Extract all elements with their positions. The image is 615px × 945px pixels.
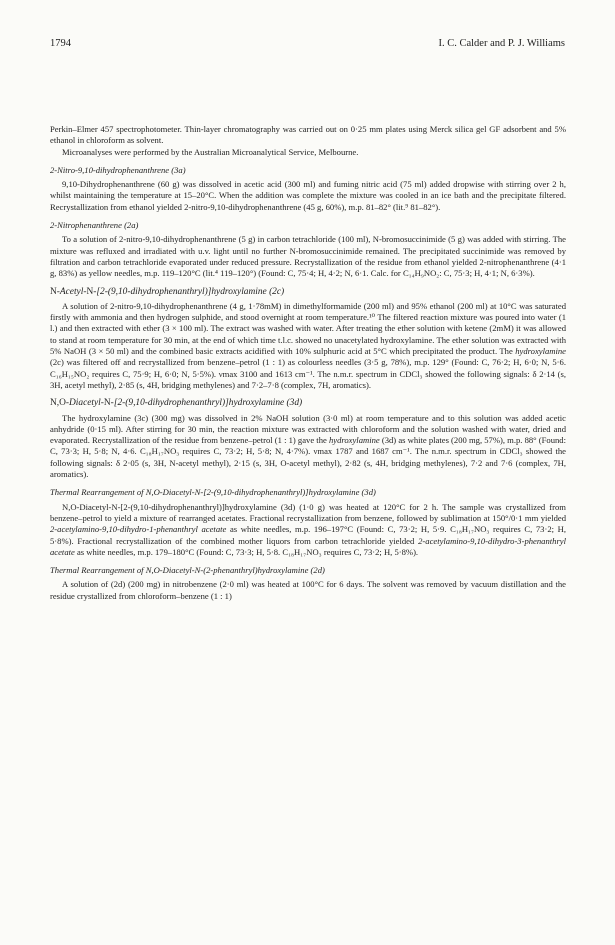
section-heading-3a: 2-Nitro-9,10-dihydrophenanthrene (3a) [50,164,186,175]
body-text: as white needles, m.p. 196–197°C (Found: C, 73·2; H, 5·9. C₁₈H₁₇NO₃ requires C, 73·2; H, 5·8%). Fractional recrystallization of the combined mother liquors from carbon tetrachloride yielded [50,524,566,546]
heading-part: Acetyl- [59,286,87,297]
compound-name: hydroxylamine [515,346,566,357]
section-body-thermal-3d [50,502,566,558]
section-body-3a: 9,10-Dihydrophenanthrene (60 g) was dissolved in acetic acid (300 ml) and fuming nitric acid (75 ml) added dropwise with stirring over 2 h, whilst maintaining the temperature at 15–20°C. When the addition was complete the mixture was cooled in an ice bath and the precipitate filtered. Recrystallization from ethanol yielded 2-nitro-9,10-dihydrophenanthrene (45 g, 60%), m.p. 81–82° (lit.⁹ 81–82°). [50,179,566,212]
heading-part: [2-(9,10-dihydrophenanthryl)]hydroxylamine (3d) [113,398,303,409]
body-text: A solution of 2-nitro-9,10-dihydrophenanthrene (4 g, 1·78mM) in dimethylformamide (200 ml) and 95% ethanol (200 ml) at 10°C was saturated firstly with ammonia and then hydrogen sulphide, and stood overnight at room temperature.¹⁰ The filtered reaction mixture was poured into water (1 l.) and then extracted with ether (3 × 100 ml). The extract was washed with water. After treating the ether solution with ketene (2mM) it was allowed to stand at room temperature for 30 min, at the end of which time t.l.c. showed no unacetylated hydroxylamine. The ether solution was extracted with 5% NaOH (3 × 50 ml) and the combined basic extracts acidified with 10% sulphuric acid at 5°C which precipitated the product. The [50,300,566,357]
body-text: The hydroxylamine (3c) (300 mg) was dissolved in 2% NaOH solution (3·0 ml) at room temperature and to this solution was added acetic anhydride (0·15 ml). After stirring for 30 min, the reaction mixture was extracted with chloroform and the solution washed with water, dried and evaporated. Recrystallization of the residue from benzene–petrol (1 : 1) gave the [50,412,566,446]
heading-part: N- [103,398,114,409]
heading-part: [2-(9,10-dihydrophenanthryl)]hydroxylamine (2c) [96,286,285,297]
section-heading-2c [50,287,566,298]
running-authors: I. C. Calder and P. J. Williams [438,38,565,49]
body-text: N,O-Diacetyl-N-[2-(9,10-dihydrophenanthryl)]hydroxylamine (3d) (1·0 g) was heated at 120°C for 2 h. The sample was crystallized from benzene–petrol to yield a mixture of rearranged acetates. Fractional recrystallization from benzene, followed by sublimation at 150°/0·1 mm yielded [50,501,566,523]
section-body-thermal-2d: A solution of (2d) (200 mg) in nitrobenzene (2·0 ml) was heated at 100°C for 6 days. The solvent was removed by vacuum distillation and the residue crystallized from chloroform–benzene (1 : 1) [50,579,566,601]
page-number: 1794 [50,38,71,49]
section-heading-2a: 2-Nitrophenanthrene (2a) [50,220,139,231]
body-text: (2c) was filtered off and recrystallized from benzene–petrol (1 : 1) as colourless needles (3·5 g, 78%), m.p. 129° (Found: C, 76·2; H, 6·0; N, 5·6. C₁₆H₁₅NO₂ requires C, 75·9; H, 6·0; N, 5·5%). νmax 3100 and 1613 cm⁻¹. The n.m.r. spectrum in CDCl₃ showed the following signals: δ 2·14 (s, 3H, acetyl methyl), 2·85 (s, 4H, bridging methylenes) and 7·2–7·8 (complex, 7H, aromatics). [50,357,566,390]
section-body-3d [50,413,566,481]
section-heading-thermal-2d: Thermal Rearrangement of N,O-Diacetyl-N-(2-phenanthryl)hydroxylamine (2d) [50,565,325,576]
body-text: (3d) as white plates (200 mg, 57%), m.p. 88° (Found: C, 73·3; H, 5·8; N, 4·6. C₁₈H₁₇NO₃ requires C, 73·2; H, 5·8; N, 4·7%). νmax 1787 and 1687 cm⁻¹. The n.m.r. spectrum in CDCl₃ showed the following signals: δ 2·05 (s, 3H, N-acetyl methyl), 2·15 (s, 3H, O-acetyl methyl), 2·82 (s, 4H, bridging methylenes), 7·2 and 7·6 (complex, 7H, aromatics). [50,435,566,480]
heading-prefix: N,O- [50,398,70,409]
heading-part: Diacetyl- [69,398,104,409]
running-header [50,38,565,52]
section-heading-thermal-3d: Thermal Rearrangement of N,O-Diacetyl-N-[2-(9,10-dihydrophenanthryl)]hydroxylamine (3d) [50,487,376,498]
section-body-2a: To a solution of 2-nitro-9,10-dihydrophenanthrene (5 g) in carbon tetrachloride (100 ml), N-bromosuccinimide (5 g) was added with stirring. The mixture was refluxed and irradiated with u.v. light until no further N-bromosuccinimide remained. The precipitated succinimide was removed by filtration and carbon tetrachloride evaporated under reduced pressure. Recrystallization of the residue from ethanol yielded 2-nitrophenanthrene (4·1 g, 83%) as yellow needles, m.p. 119–120°C (lit.⁴ 119–120°) (Found: C, 75·4; H, 4·2; N, 6·1. Calc. for C₁₄H₉NO₂: C, 75·3; H, 4·1; N, 6·3%). [50,234,566,279]
compound-name: 2-acetylamino-9,10-dihydro-1-phenanthryl acetate [50,524,227,535]
section-body-2c [50,301,566,391]
heading-part: N- [86,286,97,297]
article-body [50,124,566,602]
heading-prefix: N- [50,286,60,297]
compound-name: 2-acetylamino-9,10-dihydro-3-phenanthryl acetate [50,535,566,557]
compound-name: hydroxylamine [328,435,380,446]
paragraph-instruments: Perkin–Elmer 457 spectrophotometer. Thin-layer chromatography was carried out on 0·25 mm plates using Merck silica gel GF adsorbent and 5% ethanol in chloroform as solvent. [50,124,566,146]
section-heading-3d [50,398,566,409]
body-text: as white needles, m.p. 179–180°C (Found: C, 73·3; H, 5·8. C₁₈H₁₇NO₃ requires C, 73·2; H, 5·8%). [74,546,419,557]
paragraph-microanalyses: Microanalyses were performed by the Australian Microanalytical Service, Melbourne. [62,146,359,157]
